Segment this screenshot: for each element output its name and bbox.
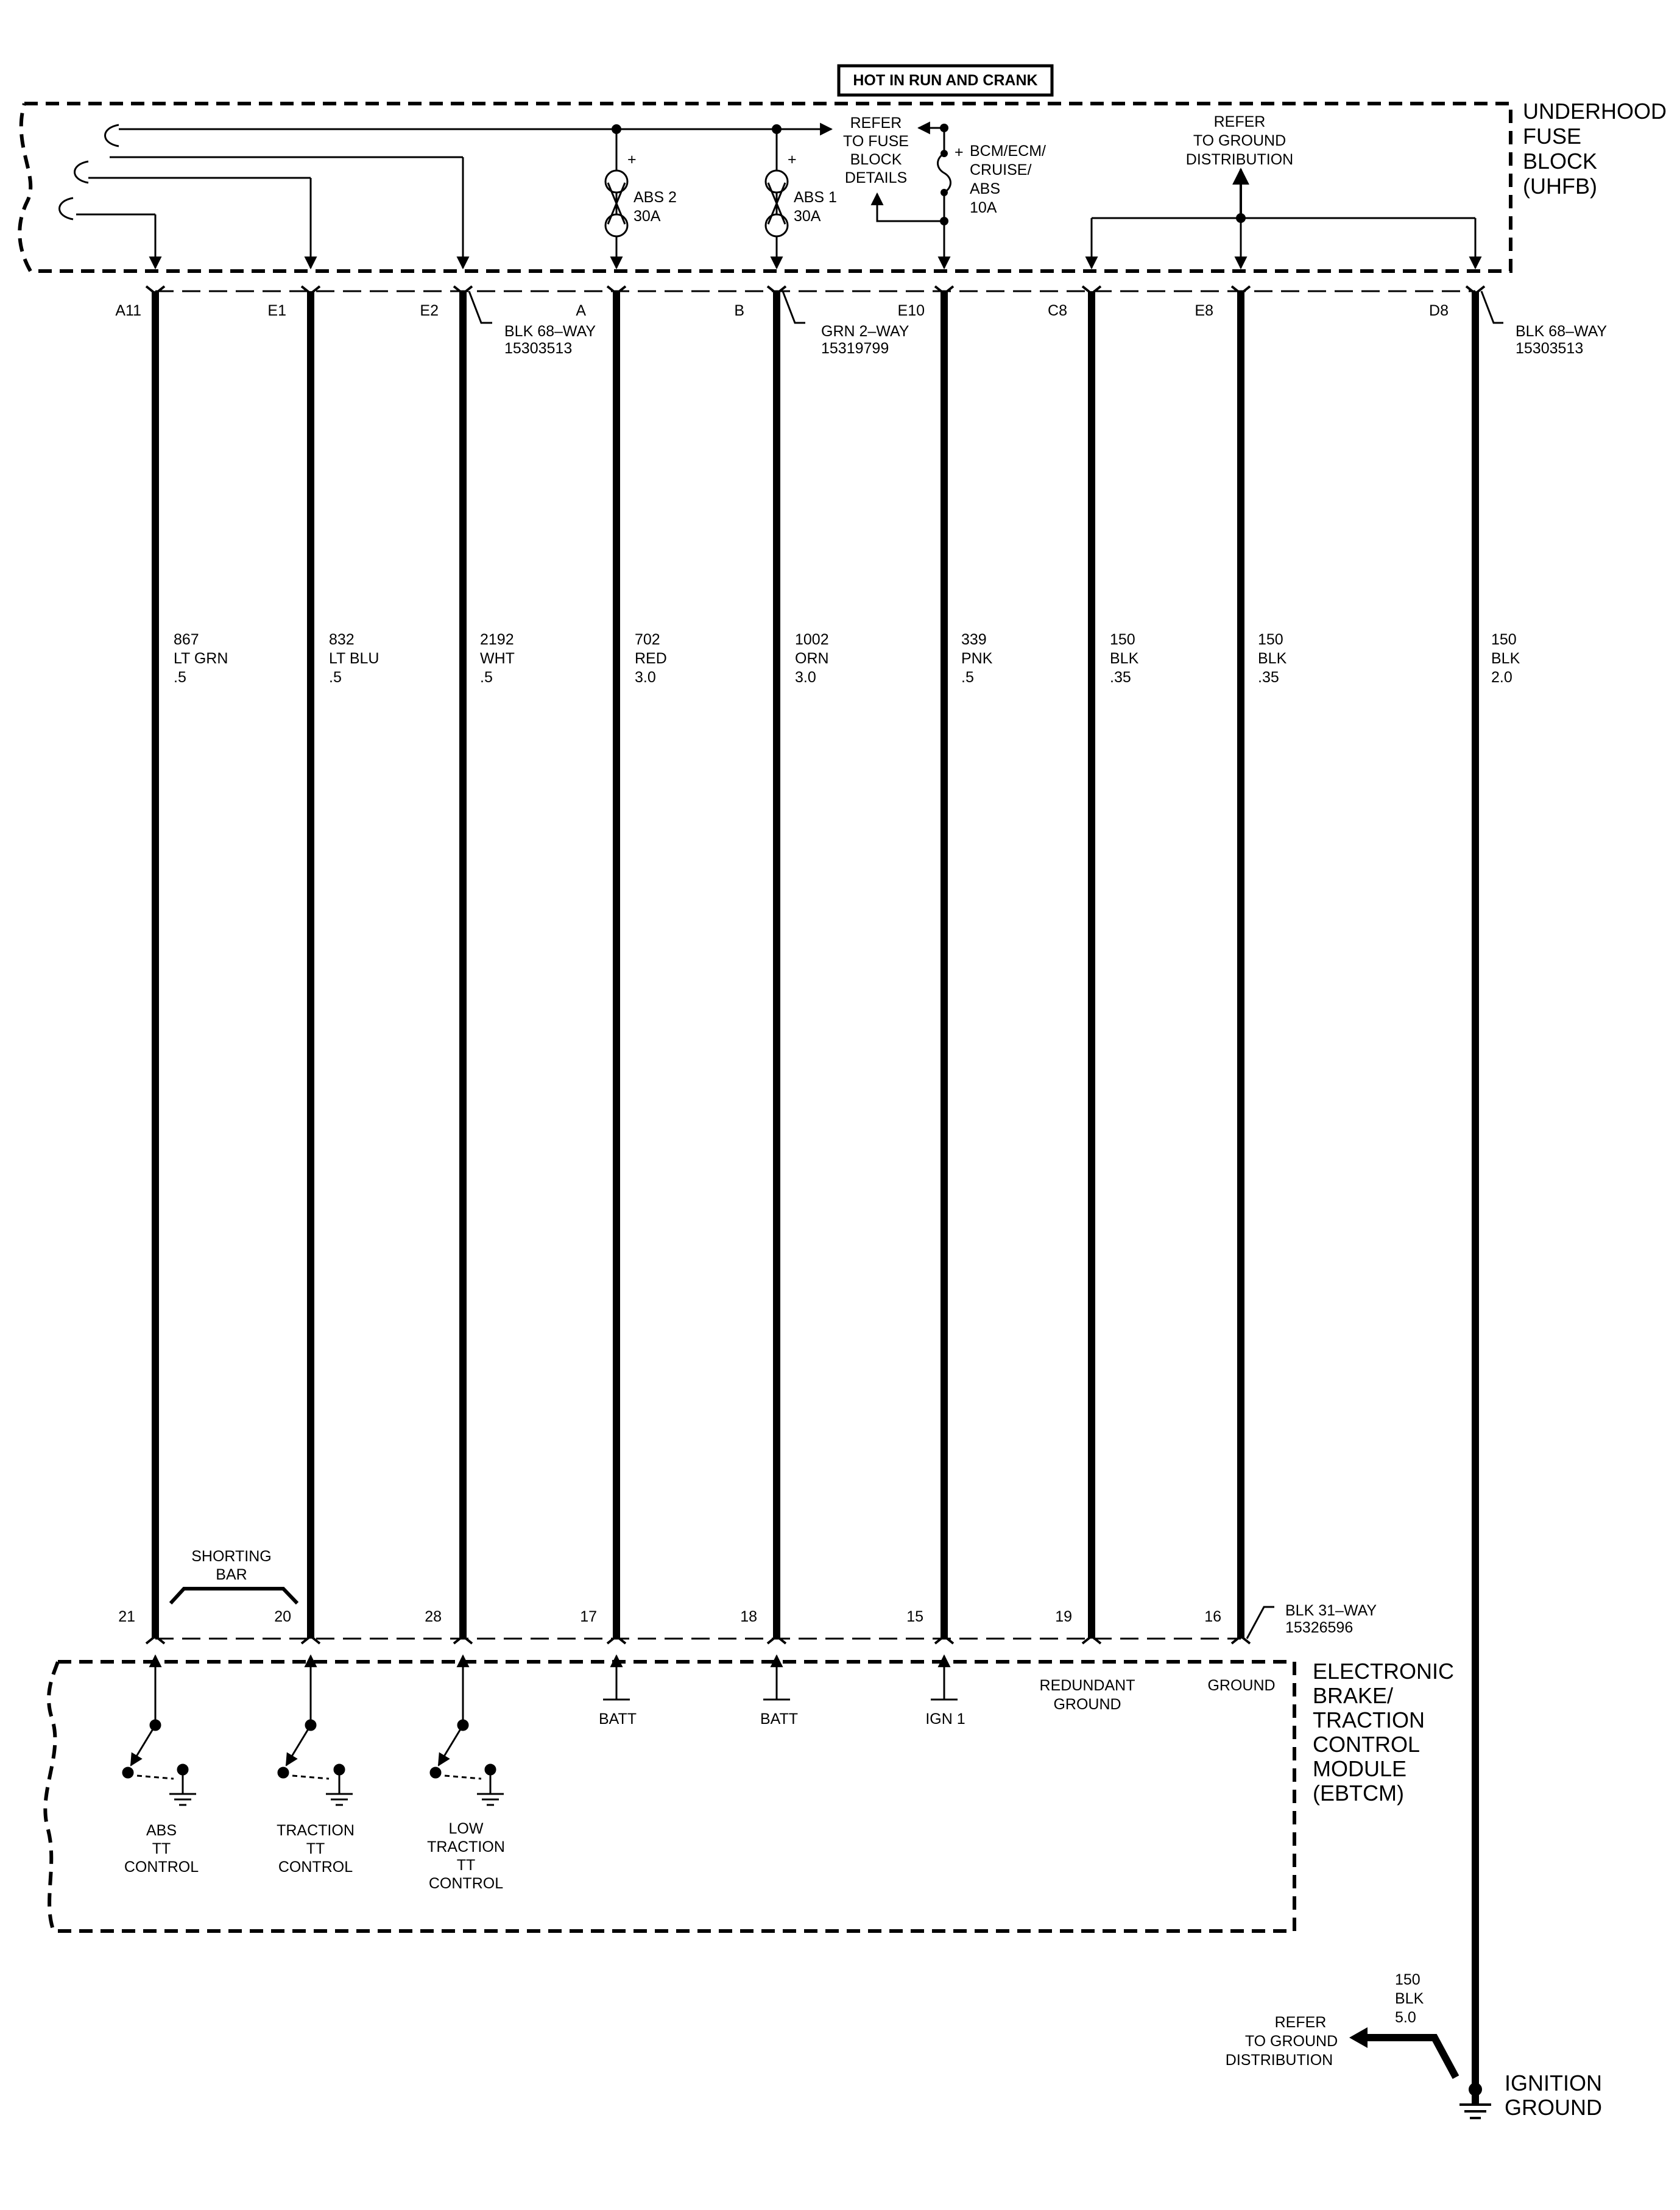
svg-text:C8: C8 — [1048, 302, 1067, 319]
svg-text:HOT IN RUN AND CRANK: HOT IN RUN AND CRANK — [853, 72, 1038, 89]
svg-text:BRAKE/: BRAKE/ — [1313, 1683, 1394, 1708]
svg-text:2.0: 2.0 — [1491, 669, 1512, 686]
svg-text:15303513: 15303513 — [1516, 340, 1584, 357]
fuse-abs2 — [605, 124, 677, 268]
svg-text:A11: A11 — [115, 302, 141, 319]
bottom-pin-labels — [118, 1608, 1221, 1625]
svg-text:BATT: BATT — [760, 1710, 799, 1728]
svg-text:16: 16 — [1204, 1608, 1221, 1625]
svg-text:3.0: 3.0 — [635, 669, 656, 686]
svg-text:150: 150 — [1110, 631, 1135, 648]
connector-31way — [1247, 1602, 1377, 1639]
fuse-bcm — [938, 124, 1046, 268]
svg-text:LT BLU: LT BLU — [329, 650, 379, 667]
svg-text:TT: TT — [306, 1840, 325, 1857]
ignition-ground-label — [1505, 2071, 1602, 2120]
svg-text:BLK: BLK — [1258, 650, 1287, 667]
svg-text:BLK 68–WAY: BLK 68–WAY — [504, 323, 596, 340]
batt-terminal-2 — [760, 1656, 798, 1728]
ground-labels — [1040, 1677, 1276, 1713]
wire-labels — [174, 631, 1520, 686]
hot-in-run-label — [839, 66, 1052, 95]
svg-text:ELECTRONIC: ELECTRONIC — [1313, 1659, 1455, 1684]
connector-68way-right — [1481, 291, 1607, 357]
svg-text:SHORTING: SHORTING — [191, 1548, 272, 1565]
svg-text:ABS 1: ABS 1 — [794, 189, 837, 206]
svg-text:BATT: BATT — [598, 1710, 637, 1728]
svg-text:.5: .5 — [174, 669, 186, 686]
wire-label-339 — [961, 631, 993, 686]
svg-text:.5: .5 — [329, 669, 342, 686]
svg-text:2192: 2192 — [480, 631, 514, 648]
svg-text:TRACTION: TRACTION — [427, 1838, 505, 1855]
svg-text:19: 19 — [1055, 1608, 1072, 1625]
svg-text:BLK: BLK — [1110, 650, 1139, 667]
svg-text:TT: TT — [152, 1840, 171, 1857]
svg-text:PNK: PNK — [961, 650, 993, 667]
svg-text:GROUND: GROUND — [1505, 2095, 1602, 2120]
svg-text:IGNITION: IGNITION — [1505, 2071, 1602, 2095]
fuse-abs1 — [766, 124, 837, 268]
svg-text:TO GROUND: TO GROUND — [1244, 2033, 1338, 2050]
refer-ground-bottom — [1226, 2014, 1456, 2077]
svg-text:GRN 2–WAY: GRN 2–WAY — [821, 323, 909, 340]
svg-text:ABS: ABS — [970, 180, 1001, 197]
svg-text:CONTROL: CONTROL — [278, 1859, 353, 1876]
svg-text:DETAILS: DETAILS — [844, 169, 908, 186]
svg-text:REFER: REFER — [1213, 113, 1266, 130]
svg-text:20: 20 — [274, 1608, 291, 1625]
svg-text:1002: 1002 — [795, 631, 829, 648]
svg-text:ORN: ORN — [795, 650, 829, 667]
svg-text:CONTROL: CONTROL — [124, 1859, 199, 1876]
svg-text:5.0: 5.0 — [1395, 2009, 1416, 2026]
svg-text:15319799: 15319799 — [821, 340, 889, 357]
wire-label-2192 — [480, 631, 515, 686]
svg-text:867: 867 — [174, 631, 199, 648]
svg-text:A: A — [576, 302, 586, 319]
wire-label-867 — [174, 631, 228, 686]
batt-terminal-1 — [599, 1656, 637, 1728]
svg-text:TO FUSE: TO FUSE — [843, 133, 909, 150]
switch-abs-tt — [123, 1656, 196, 1805]
svg-text:BAR: BAR — [216, 1566, 247, 1583]
svg-text:BCM/ECM/: BCM/ECM/ — [970, 143, 1046, 160]
svg-text:150: 150 — [1491, 631, 1517, 648]
svg-text:18: 18 — [740, 1608, 757, 1625]
bottom-wire-label — [1395, 1971, 1424, 2026]
svg-text:BLK 31–WAY: BLK 31–WAY — [1285, 1602, 1377, 1619]
svg-text:30A: 30A — [794, 208, 821, 225]
svg-text:BLOCK: BLOCK — [1523, 149, 1598, 174]
svg-text:FUSE: FUSE — [1523, 124, 1582, 149]
svg-text:.35: .35 — [1258, 669, 1279, 686]
svg-text:+: + — [788, 151, 797, 168]
svg-text:DISTRIBUTION: DISTRIBUTION — [1225, 2052, 1333, 2069]
svg-text:832: 832 — [329, 631, 355, 648]
svg-text:REFER: REFER — [850, 115, 902, 132]
connector-2way — [783, 291, 909, 357]
svg-text:339: 339 — [961, 631, 987, 648]
bottom-connector-chevrons — [146, 1636, 1250, 1643]
svg-text:LT GRN: LT GRN — [174, 650, 228, 667]
svg-text:150: 150 — [1395, 1971, 1421, 1988]
svg-text:+: + — [627, 151, 637, 168]
svg-text:TRACTION: TRACTION — [1313, 1707, 1425, 1732]
svg-text:(EBTCM): (EBTCM) — [1313, 1781, 1404, 1806]
ground-symbol — [1459, 2084, 1491, 2118]
wire-label-832 — [329, 631, 379, 686]
svg-text:D8: D8 — [1429, 302, 1449, 319]
svg-text:15326596: 15326596 — [1285, 1619, 1354, 1636]
svg-text:TRACTION: TRACTION — [277, 1822, 355, 1839]
svg-text:GROUND: GROUND — [1053, 1696, 1121, 1713]
svg-text:E8: E8 — [1195, 302, 1213, 319]
svg-text:ABS 2: ABS 2 — [634, 189, 677, 206]
svg-text:15303513: 15303513 — [504, 340, 573, 357]
svg-text:30A: 30A — [634, 208, 661, 225]
svg-text:CONTROL: CONTROL — [428, 1875, 504, 1892]
svg-text:TT: TT — [456, 1857, 476, 1874]
uhfb-label — [1523, 99, 1667, 199]
svg-text:REFER: REFER — [1274, 2014, 1327, 2031]
wire-label-150-d8 — [1491, 631, 1520, 686]
svg-text:DISTRIBUTION: DISTRIBUTION — [1185, 151, 1294, 168]
svg-text:GROUND: GROUND — [1207, 1677, 1276, 1694]
switch-low-traction-tt — [431, 1656, 504, 1805]
ign1-terminal — [925, 1656, 965, 1728]
svg-text:BLK 68–WAY: BLK 68–WAY — [1516, 323, 1608, 340]
svg-text:BLOCK: BLOCK — [850, 151, 902, 168]
connector-68way-left — [469, 291, 596, 357]
ebtcm-label — [1313, 1659, 1454, 1806]
svg-text:15: 15 — [906, 1608, 923, 1625]
svg-text:150: 150 — [1258, 631, 1283, 648]
svg-text:E1: E1 — [267, 302, 286, 319]
svg-text:CONTROL: CONTROL — [1313, 1732, 1421, 1757]
refer-fuse-block — [843, 115, 944, 221]
svg-text:17: 17 — [580, 1608, 597, 1625]
svg-text:28: 28 — [425, 1608, 442, 1625]
switch-traction-tt — [278, 1656, 353, 1805]
svg-text:UNDERHOOD: UNDERHOOD — [1523, 99, 1667, 124]
wire-label-702 — [635, 631, 667, 686]
svg-text:3.0: 3.0 — [795, 669, 816, 686]
svg-text:LOW: LOW — [448, 1820, 484, 1837]
svg-text:B: B — [734, 302, 744, 319]
shorting-bar — [171, 1548, 297, 1603]
svg-text:RED: RED — [635, 650, 667, 667]
switch-labels — [124, 1820, 505, 1892]
svg-text:TO GROUND: TO GROUND — [1193, 132, 1286, 149]
svg-text:MODULE: MODULE — [1313, 1756, 1407, 1781]
svg-text:(UHFB): (UHFB) — [1523, 174, 1597, 199]
top-connector-chevrons — [146, 286, 1484, 294]
svg-text:CRUISE/: CRUISE/ — [970, 161, 1032, 178]
wire-label-150-c8 — [1110, 631, 1139, 686]
svg-text:ABS: ABS — [146, 1822, 177, 1839]
wire-label-150-e8 — [1258, 631, 1287, 686]
svg-text:702: 702 — [635, 631, 660, 648]
svg-text:REDUNDANT: REDUNDANT — [1039, 1677, 1135, 1694]
svg-text:.35: .35 — [1110, 669, 1131, 686]
svg-text:21: 21 — [118, 1608, 135, 1625]
refer-ground-top — [1092, 113, 1475, 268]
svg-text:10A: 10A — [970, 199, 997, 216]
svg-text:E10: E10 — [897, 302, 925, 319]
svg-text:IGN 1: IGN 1 — [925, 1710, 965, 1728]
top-pin-labels — [115, 302, 1449, 319]
svg-text:BLK: BLK — [1491, 650, 1520, 667]
svg-text:BLK: BLK — [1395, 1990, 1424, 2007]
svg-text:E2: E2 — [420, 302, 439, 319]
svg-text:+: + — [955, 144, 964, 161]
svg-text:WHT: WHT — [480, 650, 515, 667]
fusible-links — [60, 125, 832, 268]
svg-text:.5: .5 — [480, 669, 493, 686]
svg-text:.5: .5 — [961, 669, 974, 686]
wire-label-1002 — [795, 631, 829, 686]
